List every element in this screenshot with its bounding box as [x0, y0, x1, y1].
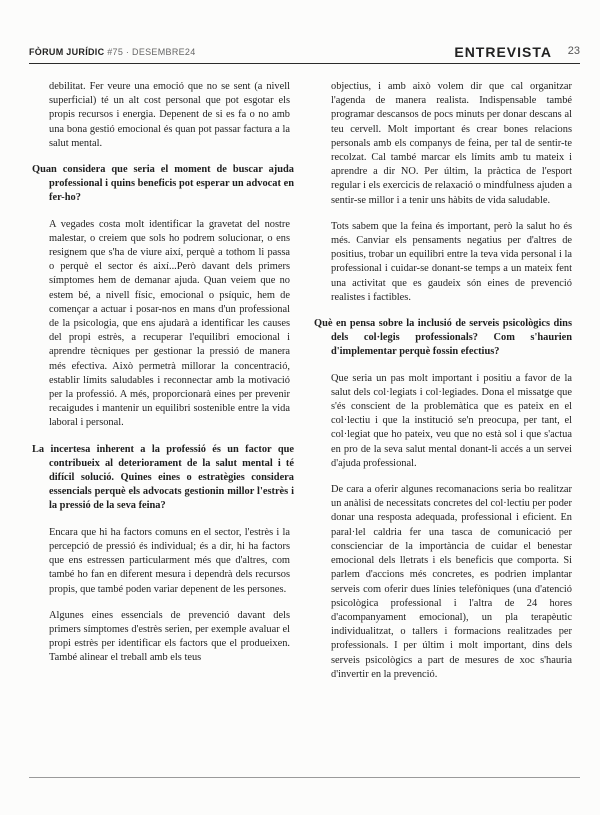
paragraph: Algunes eines essencials de prevenció davant dels primers símptomes d'estrès serien, per exemple avaluar el propi estrès per identificar els factors que el produeixen. També alinear el treball amb els teus: [49, 609, 290, 664]
issue-label: #75 · DESEMBRE24: [104, 47, 196, 57]
magazine-brand: [29, 47, 196, 57]
page-header: [29, 43, 580, 64]
interview-question: Quan considera que seria el moment de buscar ajuda professional i quins beneficis pot esperar un advocat en fer-ho?: [32, 164, 294, 204]
brand-name: FÒRUM JURÍDIC: [29, 47, 105, 57]
left-column: [32, 80, 294, 678]
paragraph: A vegades costa molt identificar la gravetat del nostre malestar, o creiem que sols ho podrem solucionar, o ens resignem que s'ha de viure així, perquè a tothom li passa o perquè el sector és així...Però davant dels primers símptomes hem de demanar ajuda. Quan veiem que no estem bé, a nivell físic, emocional o psíquic, hem de començar a actuar i posar-nos en mans d'un professional de la psicologia, que ens ajudarà a identificar les causes del propi estrès, a recuperar l'equilibri emocional i aprendre tècniques per gestionar la pressió de manera més efectiva. Això permetrà millorar la concentració, establir límits saludables i reconnectar amb la motivació per la professió. A més, proporcionarà eines per prevenir recaigudes i mantenir un equilibri sostenible entre la vida laboral i personal.: [49, 218, 290, 429]
interview-question: La incertesa inherent a la professió és un factor que contribueix al deteriorament de la salut mental i té difícil solució. Quines eines o estratègies considera essencials perquè els advocats gestionin millor l'estrès i la pressió de la seva feina?: [32, 443, 294, 512]
paragraph: debilitat. Fer veure una emoció que no se sent (a nivell superficial) té un alt cost personal que pot esgotar els propis recursos i energia. Depenent de si es fa o no amb una bona gestió emocional és quan pot passar factura a la salut mental.: [49, 81, 290, 149]
paragraph: Encara que hi ha factors comuns en el sector, l'estrès i la percepció de pressió és individual; és a dir, hi ha factors que ens estressen particularment més que d'altres, com també ho fan en diferent mesura i dependrà dels recursos propis, que també poden variar depenent de les persones.: [49, 526, 290, 595]
page-number: 23: [567, 45, 580, 57]
paragraph: objectius, i amb això volem dir que cal organitzar l'agenda de manera realista. Indispensable també programar descansos de pocs minuts per donar descans al teu cervell. Molt important és crear bones relacions personals amb els companys de feina, per tal de sentir-te recolzat. Cal també marcar els límits amb tu mateix i aprendre a dir NO. Per últim, la pràctica de l'esport regular i els exercicis de relaxació o mindfulness ajuden a sentir-se millor i a tenir uns hàbits de vida saludable.: [331, 81, 572, 206]
paragraph: De cara a oferir algunes recomanacions seria bo realitzar un anàlisi de necessitats concretes del col·lectiu per poder donar una resposta adequada, professional i eficient. En paral·lel caldria fer una tasca de comunicació per conscienciar de la importància de cuidar el benestar emocional dels lletrats i els beneficis que comporta. Si parlem d'accions més concretes, es podrien implantar serveis com oferir dues línies telefòniques (una d'atenció psicològica professional i l'altra de 24 hores d'acompanyament emocional), un pla terapèutic individualitzat, o tallers i formacions realitzades per professionals. I per últim i molt important, dins dels serveis psicològics a part de mesures de xoc s'hauria d'invertir en la prevenció.: [331, 484, 572, 680]
right-column: [314, 80, 572, 694]
section-title: ENTREVISTA: [454, 44, 552, 60]
paragraph: Que seria un pas molt important i positiu a favor de la salut dels col·legiats i col·legiades. Dona el missatge que s'és conscient de la problemàtica que es pateix en el col·lectiu i que la institució se'n preocupa, per tant, el col·legiat que ho pateix, veu que no està sol i que s'actua en pro de la seva salut mental donant-li accés a un servei d'ajuda professional.: [331, 372, 572, 469]
interview-question: Què en pensa sobre la inclusió de serveis psicològics dins dels col·legis professionals? Com s'haurien d'implementar perquè fossin efectius?: [314, 318, 572, 358]
paragraph: Tots sabem que la feina és important, però la salut ho és més. Canviar els pensaments negatius per d'altres de positius, trobar un equilibri entre la teva vida personal i la professional i cuidar-se donant-se temps a un mateix fent una activitat que es gaudeix són eines de prevenció realistes i factibles.: [331, 220, 572, 303]
footer-divider: [29, 777, 580, 778]
